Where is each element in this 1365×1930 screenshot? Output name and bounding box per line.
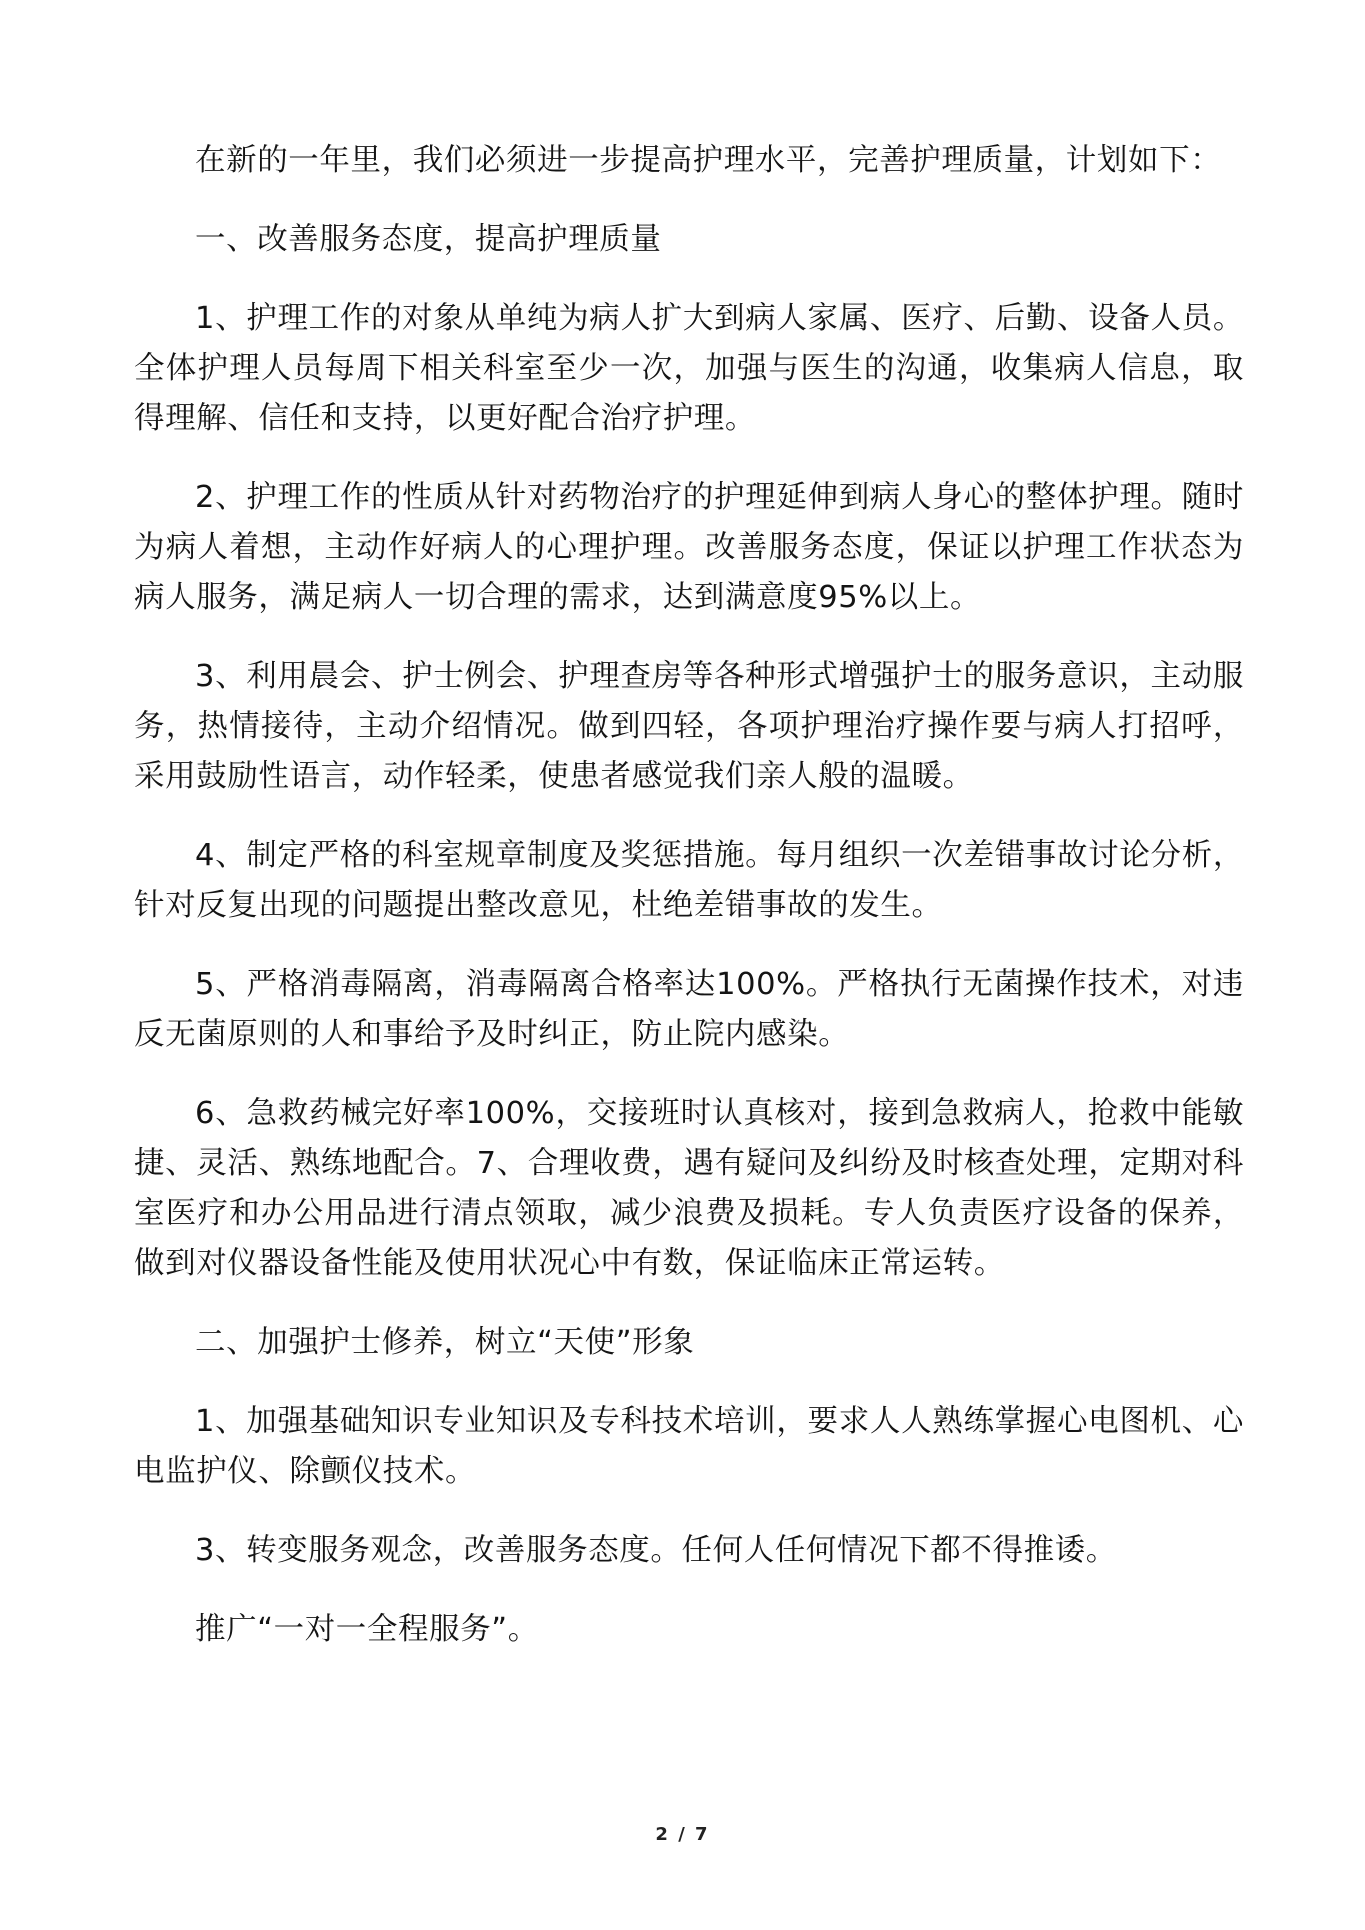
page-number: 2 / 7 xyxy=(655,1824,710,1845)
paragraph-item-3: 3、利用晨会、护士例会、护理查房等各种形式增强护士的服务意识，主动服务，热情接待，主动介绍情况。做到四轻，各项护理治疗操作要与病人打招呼，采用鼓励性语言，动作轻柔，使患者感觉我们亲人般的温暖。 xyxy=(134,659,1244,794)
paragraph-item-6: 6、急救药械完好率100%，交接班时认真核对，接到急救病人，抢救中能敏捷、灵活、熟练地配合。7、合理收费，遇有疑问及纠纷及时核查处理，定期对科室医疗和办公用品进行清点领取，减少浪费及损耗。专人负责医疗设备的保养，做到对仪器设备性能及使用状况心中有数，保证临床正常运转。 xyxy=(134,1096,1244,1281)
paragraph-section2-item-3: 3、转变服务观念，改善服务态度。任何人任何情况下都不得推诿。 xyxy=(195,1533,1117,1568)
paragraph-item-5: 5、严格消毒隔离，消毒隔离合格率达100%。严格执行无菌操作技术，对违反无菌原则的人和事给予及时纠正，防止院内感染。 xyxy=(134,967,1244,1052)
closing-paragraph: 推广“一对一全程服务”。 xyxy=(195,1612,539,1647)
paragraph-section2-item-1: 1、加强基础知识专业知识及专科技术培训，要求人人熟练掌握心电图机、心电监护仪、除颤仪技术。 xyxy=(134,1404,1244,1489)
document-body xyxy=(134,136,1244,1684)
section-heading-2: 二、加强护士修养，树立“天使”形象 xyxy=(195,1325,695,1360)
section-heading-1: 一、改善服务态度，提高护理质量 xyxy=(195,222,662,257)
paragraph-item-1: 1、护理工作的对象从单纯为病人扩大到病人家属、医疗、后勤、设备人员。全体护理人员每周下相关科室至少一次，加强与医生的沟通，收集病人信息，取得理解、信任和支持，以更好配合治疗护理。 xyxy=(134,301,1244,436)
paragraph-item-4: 4、制定严格的科室规章制度及奖惩措施。每月组织一次差错事故讨论分析，针对反复出现的问题提出整改意见，杜绝差错事故的发生。 xyxy=(134,838,1244,923)
paragraph-item-2: 2、护理工作的性质从针对药物治疗的护理延伸到病人身心的整体护理。随时为病人着想，主动作好病人的心理护理。改善服务态度，保证以护理工作状态为病人服务，满足病人一切合理的需求，达到满意度95%以上。 xyxy=(134,480,1244,615)
intro-paragraph: 在新的一年里，我们必须进一步提高护理水平，完善护理质量，计划如下： xyxy=(195,143,1222,178)
